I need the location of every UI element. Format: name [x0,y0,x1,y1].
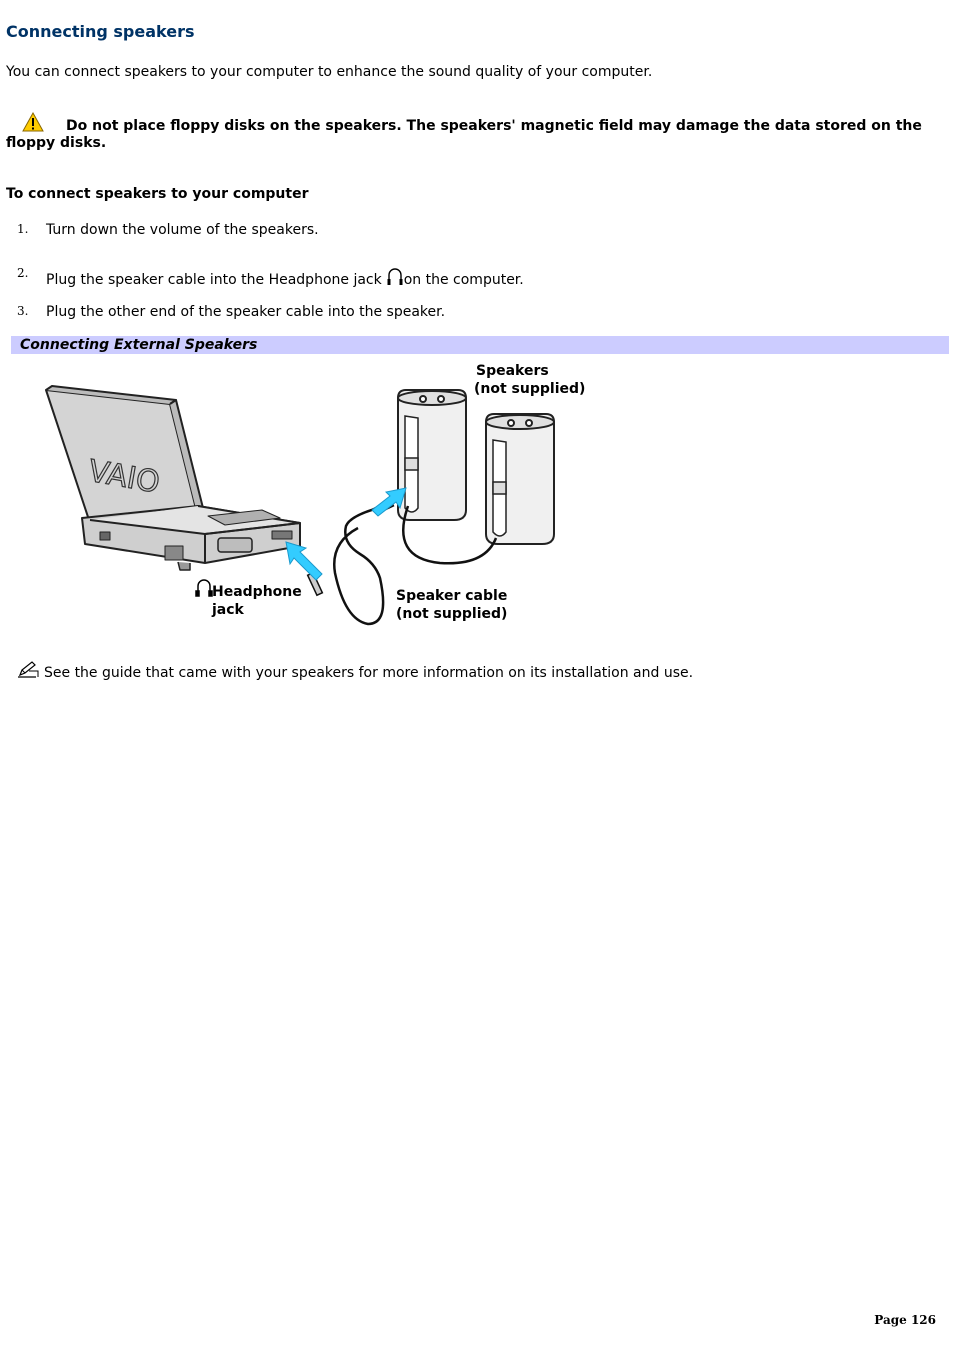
label-cable-line2: (not supplied) [396,606,508,622]
warning-icon [22,112,44,132]
warning-paragraph [6,112,936,152]
label-headphone-line1: Headphone [212,584,302,600]
step-text: Turn down the volume of the speakers. [46,222,319,238]
figure-caption-bar [11,336,949,354]
label-speakers-line1: Speakers [476,363,549,379]
speaker-connection-illustration [30,358,600,633]
vaio-logo: VAIO [85,453,163,501]
note-pencil-icon [16,660,40,680]
step-text [46,266,524,288]
step-text-before: Plug the speaker cable into the Headphone jack [46,272,382,288]
page-title: Connecting speakers [6,22,195,41]
speaker-left-illustration [398,390,466,520]
step-number: 1. [17,222,29,236]
speaker-cable [334,508,383,624]
page-number: Page 126 [874,1313,936,1327]
headphone-icon [386,266,404,286]
note-paragraph [16,660,693,681]
figure-caption: Connecting External Speakers [20,337,258,353]
step-number: 2. [17,266,29,280]
label-headphone-icon [196,580,212,596]
note-text: See the guide that came with your speakers for more information on its installation and use. [44,665,694,681]
label-headphone-line2: jack [212,602,244,618]
procedure-heading: To connect speakers to your computer [6,186,309,202]
arrow-to-headphone-jack [286,542,322,580]
step-text-after: on the computer. [403,272,524,288]
label-speakers-line2: (not supplied) [474,381,586,397]
step-text: Plug the other end of the speaker cable into the speaker. [46,304,446,320]
laptop-illustration [46,386,300,570]
label-cable-line1: Speaker cable [396,588,508,604]
step-number: 3. [17,304,29,318]
speaker-right-illustration [486,414,554,544]
intro-paragraph: You can connect speakers to your computer to enhance the sound quality of your computer. [6,64,653,80]
warning-text: Do not place floppy disks on the speakers. The speakers' magnetic field may damage the data stored on the floppy disks. [6,118,922,151]
